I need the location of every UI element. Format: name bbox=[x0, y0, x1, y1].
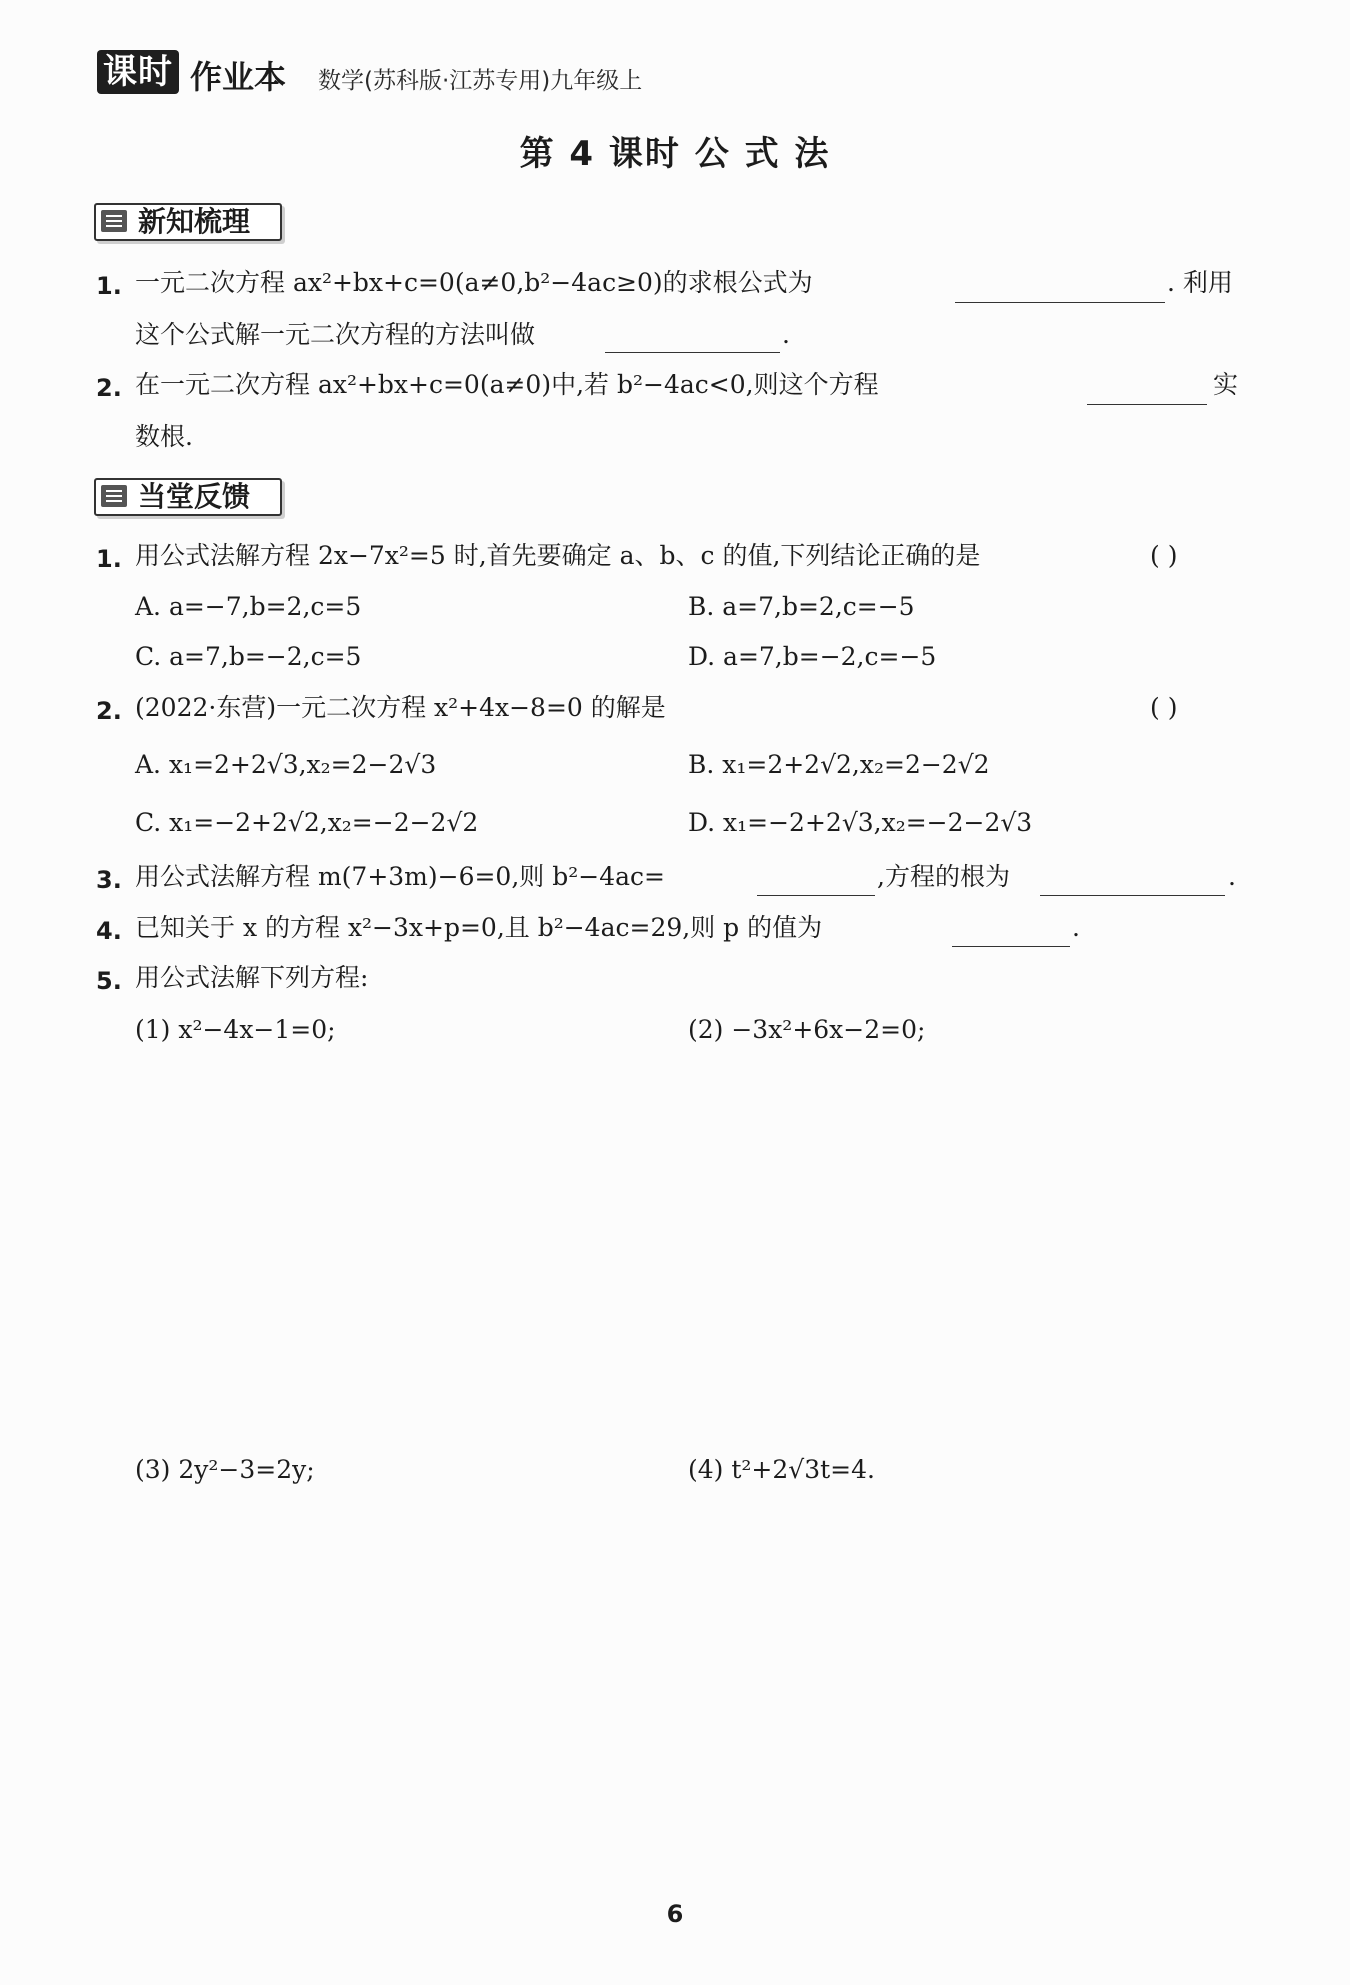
option-a[interactable]: A. x₁=2+2√3,x₂=2−2√3 bbox=[135, 750, 437, 779]
pencil-icon bbox=[101, 485, 127, 507]
question-number: 5. bbox=[96, 967, 122, 995]
option-b[interactable]: B. a=7,b=2,c=−5 bbox=[688, 592, 915, 621]
question-text: (2022·东营)一元二次方程 x²+4x−8=0 的解是 bbox=[135, 693, 666, 722]
section-title: 新知梳理 bbox=[138, 205, 251, 238]
question-text: . 利用 bbox=[1167, 268, 1233, 297]
question-number: 4. bbox=[96, 917, 122, 945]
question-text: 用公式法解下列方程: bbox=[135, 963, 369, 992]
answer-blank[interactable] bbox=[1040, 895, 1225, 896]
option-b[interactable]: B. x₁=2+2√2,x₂=2−2√2 bbox=[688, 750, 990, 779]
option-d[interactable]: D. x₁=−2+2√3,x₂=−2−2√3 bbox=[688, 808, 1033, 837]
question-text: 用公式法解方程 2x−7x²=5 时,首先要确定 a、b、c 的值,下列结论正确的是 bbox=[135, 541, 981, 570]
answer-blank[interactable] bbox=[955, 302, 1165, 303]
option-c[interactable]: C. a=7,b=−2,c=5 bbox=[135, 642, 362, 671]
option-a[interactable]: A. a=−7,b=2,c=5 bbox=[135, 592, 362, 621]
question-number: 2. bbox=[96, 697, 122, 725]
question-text: ,方程的根为 bbox=[877, 862, 1010, 891]
sub-question-4: (4) t²+2√3t=4. bbox=[688, 1455, 875, 1484]
option-c[interactable]: C. x₁=−2+2√2,x₂=−2−2√2 bbox=[135, 808, 479, 837]
sub-question-3: (3) 2y²−3=2y; bbox=[135, 1455, 315, 1484]
sub-question-2: (2) −3x²+6x−2=0; bbox=[688, 1015, 926, 1044]
lesson-title: 第 4 课时 公 式 法 bbox=[519, 134, 831, 174]
question-number: 1. bbox=[96, 272, 122, 300]
answer-blank[interactable] bbox=[605, 352, 780, 353]
option-d[interactable]: D. a=7,b=−2,c=−5 bbox=[688, 642, 937, 671]
question-text: 一元二次方程 ax²+bx+c=0(a≠0,b²−4ac≥0)的求根公式为 bbox=[135, 268, 813, 297]
question-text: . bbox=[1228, 862, 1236, 891]
question-text: . bbox=[782, 320, 790, 349]
section-title: 当堂反馈 bbox=[138, 480, 251, 513]
book-icon bbox=[101, 210, 127, 232]
question-text: 数根. bbox=[135, 422, 193, 451]
question-text: 这个公式解一元二次方程的方法叫做 bbox=[135, 320, 536, 349]
answer-blank[interactable] bbox=[952, 946, 1070, 947]
question-number: 3. bbox=[96, 866, 122, 894]
question-text: 在一元二次方程 ax²+bx+c=0(a≠0)中,若 b²−4ac<0,则这个方程 bbox=[135, 370, 879, 399]
question-text: . bbox=[1072, 913, 1080, 942]
answer-blank[interactable] bbox=[1087, 404, 1207, 405]
question-number: 2. bbox=[96, 374, 122, 402]
brand-logo: 课时 bbox=[97, 50, 179, 94]
answer-bracket[interactable]: ( ) bbox=[1150, 541, 1178, 570]
section-header-feedback bbox=[94, 478, 282, 516]
question-text: 实 bbox=[1213, 370, 1239, 399]
sub-question-1: (1) x²−4x−1=0; bbox=[135, 1015, 336, 1044]
book-subtitle: 数学(苏科版·江苏专用)九年级上 bbox=[318, 68, 643, 94]
page-number: 6 bbox=[666, 1900, 684, 1928]
answer-blank[interactable] bbox=[757, 895, 875, 896]
brand-name: 作业本 bbox=[190, 58, 287, 96]
question-text: 已知关于 x 的方程 x²−3x+p=0,且 b²−4ac=29,则 p 的值为 bbox=[135, 913, 823, 942]
section-header-new-knowledge bbox=[94, 203, 282, 241]
answer-bracket[interactable]: ( ) bbox=[1150, 693, 1178, 722]
question-text: 用公式法解方程 m(7+3m)−6=0,则 b²−4ac= bbox=[135, 862, 665, 891]
question-number: 1. bbox=[96, 545, 122, 573]
